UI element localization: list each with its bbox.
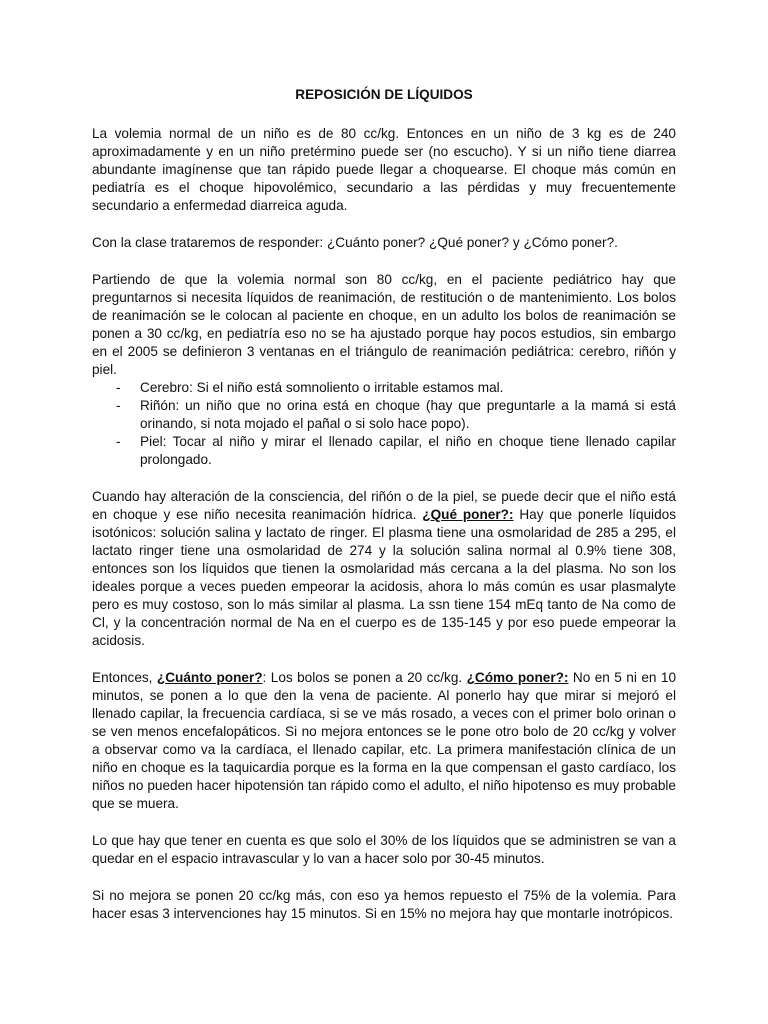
paragraph-cuanto-como [92,669,676,813]
paragraph-que-poner-text-a: Cuando hay alteración de la consciencia, del riñón o de la piel, se puede decir que el niño está en choque y ese niño necesita reanimación hídrica. [92,489,676,522]
document-title: REPOSICIÓN DE LÍQUIDOS [295,87,473,102]
document-page [92,86,676,942]
paragraph-inotropicos: Si no mejora se ponen 20 cc/kg más, con eso ya hemos repuesto el 75% de la volemia. Para hacer esas 3 intervenciones hay 15 minutos. Si en 15% no mejora hay que montarle inotrópicos. [92,888,676,921]
list-item-cerebro: - Cerebro: Si el niño está somnoliento o irritable estamos mal. [92,379,676,397]
paragraph-que-poner [92,488,676,650]
paragraph-cuanto-text-a: Entonces, [92,670,157,685]
list-item-piel: - Piel: Tocar al niño y mirar el llenado capilar, el niño en choque tiene llenado capilar prolongado. [92,433,676,469]
paragraph-cuanto-text-b: : Los bolos se ponen a 20 cc/kg. [262,670,467,685]
paragraph-intravascular: Lo que hay que tener en cuenta es que solo el 30% de los líquidos que se administren se van a quedar en el espacio intravascular y lo van a hacer solo por 30-45 minutos. [92,833,676,866]
list-item-rinon: - Riñón: un niño que no orina está en choque (hay que preguntarle a la mamá si está orinando, si nota mojado el pañal o si solo hace popo). [92,397,676,433]
heading-como-poner: ¿Cómo poner?: [466,670,569,685]
paragraph-como-text-c: No en 5 ni en 10 minutos, se ponen a lo que den la vena de paciente. Al ponerlo hay que mirar si mejoró el llenado capilar, la frecuencia cardíaca, si se ve más rosado, a veces con el primer bolo orinan o se ven menos encefalopáticos. Si no mejora entonces se le pone otro bolo de 20 cc/kg y volver a observar como va la cardíaca, el llenado capilar, etc. La primera manifestación clínica de un niño en choque es la taquicardia porque es la forma en la que compensan el gasto cardíaco, los niños no pueden hacer hipotensión tan rápido como el adulto, el niño hipotenso es muy probable que se muera. [92,670,677,811]
paragraph-volemia: La volemia normal de un niño es de 80 cc/kg. Entonces en un niño de 3 kg es de 240 aproximadamente y en un niño pretérmino puede ser (no escucho). Y si un niño tiene diarrea abundante imagínense que tan rápido puede llegar a choquearse. El choque más común en pediatría es el choque hipovolémico, secundario a las pérdidas y muy frecuentemente secundario a enfermedad diarreica aguda. [92,126,676,213]
triangle-windows-list [92,379,676,469]
paragraph-que-poner-text-b: Hay que ponerle líquidos isotónicos: solución salina y lactato de ringer. El plasma tiene una osmolaridad de 285 a 295, el lactato ringer tiene una osmolaridad de 274 y la solución salina normal al 0.9% tiene 308, entonces son los líquidos que tienen la osmolaridad más cercana a la del plasma. No son los ideales porque a veces pueden empeorar la acidosis, ahora lo más común es usar plasmalyte pero es muy costoso, son lo más similar al plasma. La ssn tiene 154 mEq tanto de Na como de Cl, y la concentración normal de Na en el cuerpo es de 135-145 y por eso puede empeorar la acidosis. [92,507,676,648]
paragraph-questions: Con la clase trataremos de responder: ¿Cuánto poner? ¿Qué poner? y ¿Cómo poner?. [92,235,618,250]
paragraph-reanimacion: Partiendo de que la volemia normal son 80 cc/kg, en el paciente pediátrico hay que preguntarnos si necesita líquidos de reanimación, de restitución o de mantenimiento. Los bolos de reanimación se le colocan al paciente en choque, en un adulto los bolos de reanimación se ponen a 30 cc/kg, en pediatría eso no se ha ajustado porque hay pocos estudios, sin embargo en el 2005 se definieron 3 ventanas en el triángulo de reanimación pediátrica: cerebro, riñón y piel. [92,272,676,377]
heading-cuanto-poner: ¿Cuánto poner? [156,670,263,685]
heading-que-poner: ¿Qué poner?: [422,507,514,522]
